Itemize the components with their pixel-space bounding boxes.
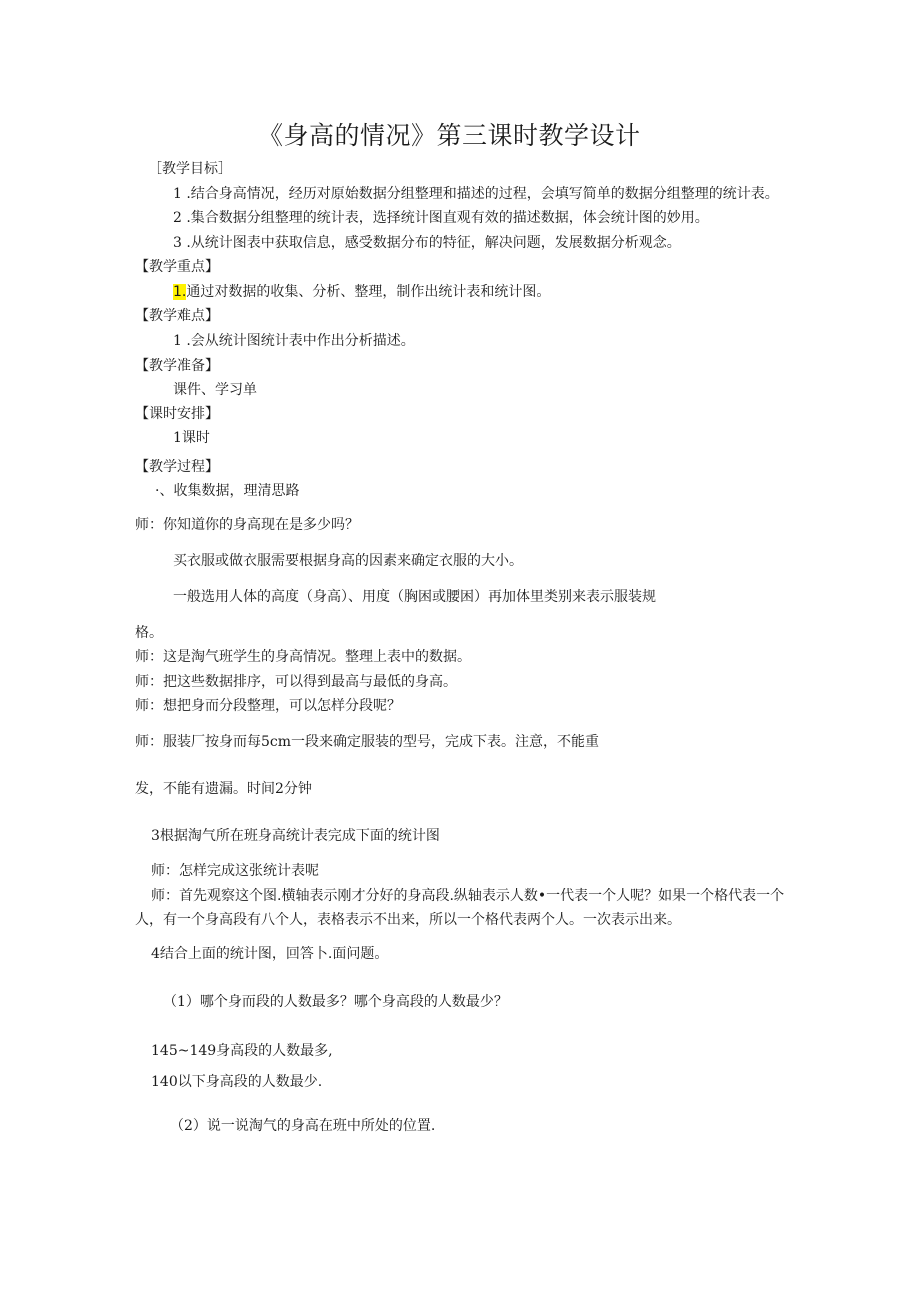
key-point-item — [173, 282, 550, 302]
difficulty-item: 1 .会从统计图统计表中作出分析描述。 — [173, 333, 415, 349]
process-line: 一般选用人体的高度（身高）、用度（胸困或腰困）再加体里类别来表示服装规 — [173, 589, 656, 605]
section-heading-difficulties: 【教学难点】 — [135, 308, 219, 324]
preparation-item: 课件、学习单 — [173, 382, 257, 398]
question-line: （2）说一说淘气的身高在班中所处的位置. — [170, 1118, 436, 1134]
goal-item: 3 .从统计图表中获取信息，感受数据分布的特征，解决问题，发展数据分析观念。 — [173, 235, 681, 251]
process-line: 3根据淘气所在班身高统计表完成下面的统计图 — [151, 828, 440, 844]
question-line: （1）哪个身而段的人数最多？哪个身高段的人数最少？ — [163, 994, 508, 1010]
process-line: 发，不能有遗漏。时间2分钟 — [135, 781, 312, 797]
section-heading-schedule: 【课时安排】 — [135, 406, 219, 422]
process-line: 师：这是淘气班学生的身高情况。整理上表中的数据。 — [135, 649, 471, 665]
process-line: 格。 — [135, 625, 163, 641]
process-line: 师：怎样完成这张统计表呢 — [151, 863, 319, 879]
section-heading-preparation: 【教学准备】 — [135, 358, 219, 374]
answer-line: 145~149身高段的人数最多, — [151, 1043, 333, 1059]
process-line: 师：首先观察这个图.横轴表示刚才分好的身高段.纵轴表示人数•一代表一个人呢？如果一个格代表一个 — [151, 888, 785, 904]
process-line: 师：你知道你的身高现在是多少吗？ — [135, 517, 359, 533]
schedule-item: 1课时 — [173, 430, 210, 446]
key-point-marker: 1. — [173, 284, 187, 300]
process-line: 4结合上面的统计图，回答卜.面问题。 — [151, 946, 389, 962]
process-line: 人，有一个身高段有八个人，表格表示不出来，所以一个格代表两个人。一次表示出来。 — [135, 912, 681, 928]
process-line: 师：想把身而分段整理，可以怎样分段呢？ — [135, 698, 401, 714]
page-title: 《身高的情况》第三课时教学设计 — [258, 121, 641, 150]
process-line: 师：服装厂按身而每5cm一段来确定服装的型号，完成下表。注意，不能重 — [135, 734, 600, 750]
goal-item: 1 .结合身高情况，经历对原始数据分组整理和描述的过程，会填写简单的数据分组整理的统计表。 — [173, 186, 779, 202]
answer-line: 140以下身高段的人数最少. — [151, 1074, 323, 1090]
section-heading-process: 【教学过程】 — [135, 459, 219, 475]
section-heading-goals: ［教学目标］ — [148, 161, 232, 177]
section-heading-key-points: 【教学重点】 — [135, 259, 219, 275]
process-section-title: ·、收集数据，理清思路 — [155, 483, 300, 499]
process-line: 买衣服或做衣服需要根据身高的因素来确定衣服的大小。 — [173, 553, 523, 569]
key-point-text: 通过对数据的收集、分析、整理，制作出统计表和统计图。 — [186, 284, 551, 300]
goal-item: 2 .集合数据分组整理的统计表，选择统计图直观有效的描述数据，体会统计图的妙用。 — [173, 210, 709, 226]
process-line: 师：把这些数据排序，可以得到最高与最低的身高。 — [135, 674, 457, 690]
